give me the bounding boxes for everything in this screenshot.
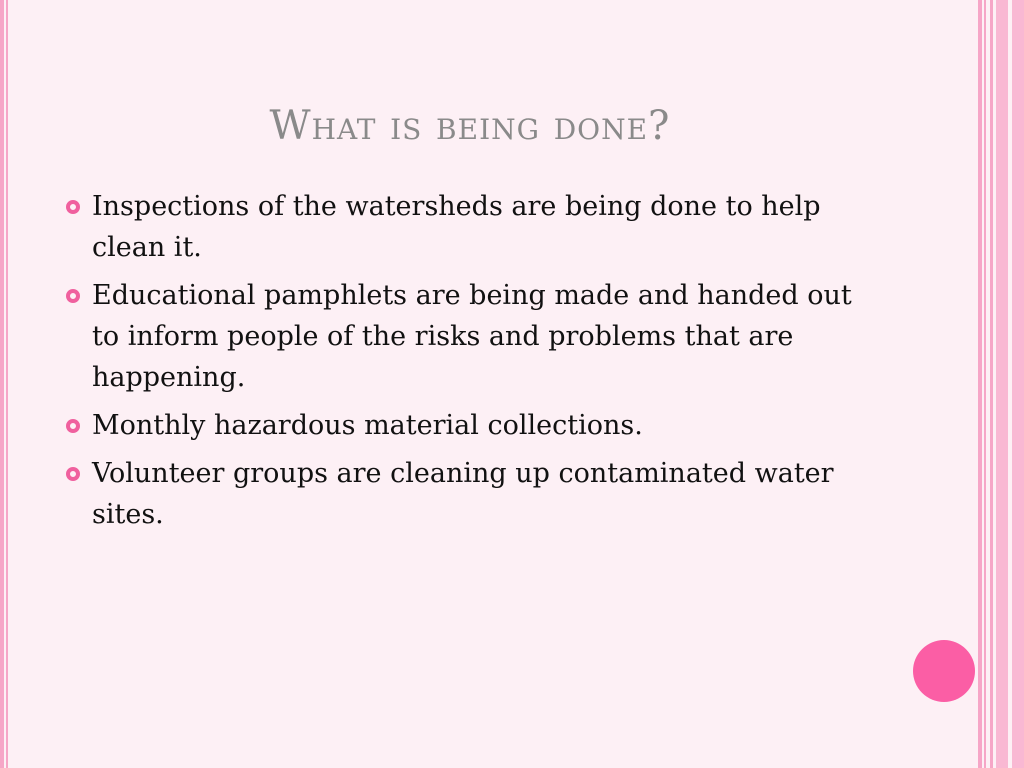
- bullet-text: Monthly hazardous material collections.: [92, 410, 643, 441]
- right-stripe-thin-2: [990, 0, 993, 768]
- right-stripe: [978, 0, 982, 768]
- right-stripe-thin: [984, 0, 986, 768]
- bullet-text: Volunteer groups are cleaning up contaminated water sites.: [92, 458, 834, 530]
- bullet-list: [64, 186, 864, 542]
- bullet-ring-icon: [66, 419, 80, 433]
- bullet-item: [64, 275, 864, 398]
- bullet-ring-icon: [66, 289, 80, 303]
- bullet-item: [64, 453, 864, 535]
- bullet-ring-icon: [66, 467, 80, 481]
- bullet-item: [64, 186, 864, 268]
- bullet-text: Inspections of the watersheds are being done to help clean it.: [92, 191, 821, 263]
- bullet-text: Educational pamphlets are being made and handed out to inform people of the risks and problems that are happening.: [92, 280, 852, 393]
- right-stripe-wide: [996, 0, 1008, 768]
- decorative-circle: [913, 640, 975, 702]
- bullet-item: [64, 405, 864, 446]
- bullet-ring-icon: [66, 200, 80, 214]
- slide-title: What is being done?: [269, 103, 671, 149]
- right-stripe-wide-2: [1012, 0, 1024, 768]
